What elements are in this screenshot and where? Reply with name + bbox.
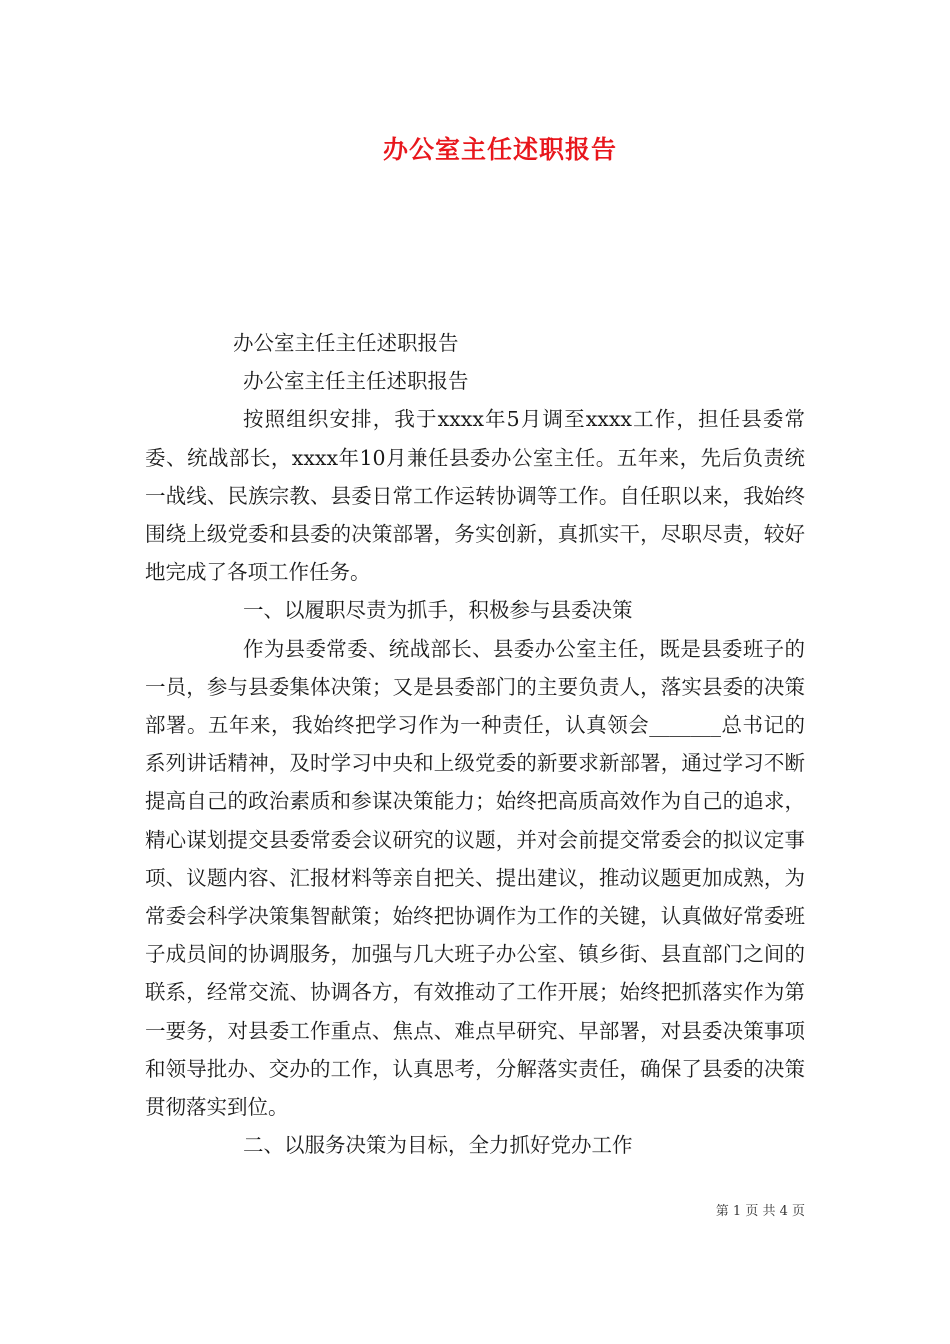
page-number: 第 1 页 共 4 页 bbox=[715, 1204, 805, 1219]
subtitle-line-1: 办公室主任主任述职报告 bbox=[233, 331, 459, 355]
subtitle-line-2: 办公室主任主任述职报告 bbox=[243, 369, 469, 394]
document-title: 办公室主任述职报告 bbox=[382, 135, 617, 164]
paragraph-section-1: 作为县委常委、统战部长、县委办公室主任，既是县委班子的一员，参与县委集体决策；又是县委部门的主要负责人，落实县委的决策部署。五年来，我始终把学习作为一种责任，认真领会_______总书记的系列讲话精神，及时学习中央和上级党委的新要求新部署，通过学习不断提高自己的政治素质和参谋决策能力；始终把高质高效作为自己的追求，精心谋划提交县委常委会议研究的议题，并对会前提交常委会的拟议定事项、议题内容、汇报材料等亲自把关、提出建议，推动议题更加成熟，为常委会科学决策集智献策；始终把协调作为工作的关键，认真做好常委班子成员间的协调服务，加强与几大班子办公室、镇乡街、县直部门之间的联系，经常交流、协调各方，有效推动了工作开展；始终把抓落实作为第一要务，对县委工作重点、焦点、难点早研究、早部署，对县委决策事项和领导批办、交办的工作，认真思考，分解落实责任，确保了县委的决策贯彻落实到位。 bbox=[145, 636, 805, 1120]
paragraph-intro: 按照组织安排，我于xxxx年5月调至xxxx工作，担任县委常委、统战部长，xxxx年10月兼任县委办公室主任。五年来，先后负责统一战线、民族宗教、县委日常工作运转协调等工作。自任职以来，我始终围绕上级党委和县委的决策部署，务实创新，真抓实干，尽职尽责，较好地完成了各项工作任务。 bbox=[145, 407, 805, 585]
section-heading-1: 一、以履职尽责为抓手，积极参与县委决策 bbox=[243, 598, 633, 623]
document-body bbox=[145, 324, 805, 1164]
section-heading-2: 二、以服务决策为目标，全力抓好党办工作 bbox=[243, 1133, 633, 1158]
